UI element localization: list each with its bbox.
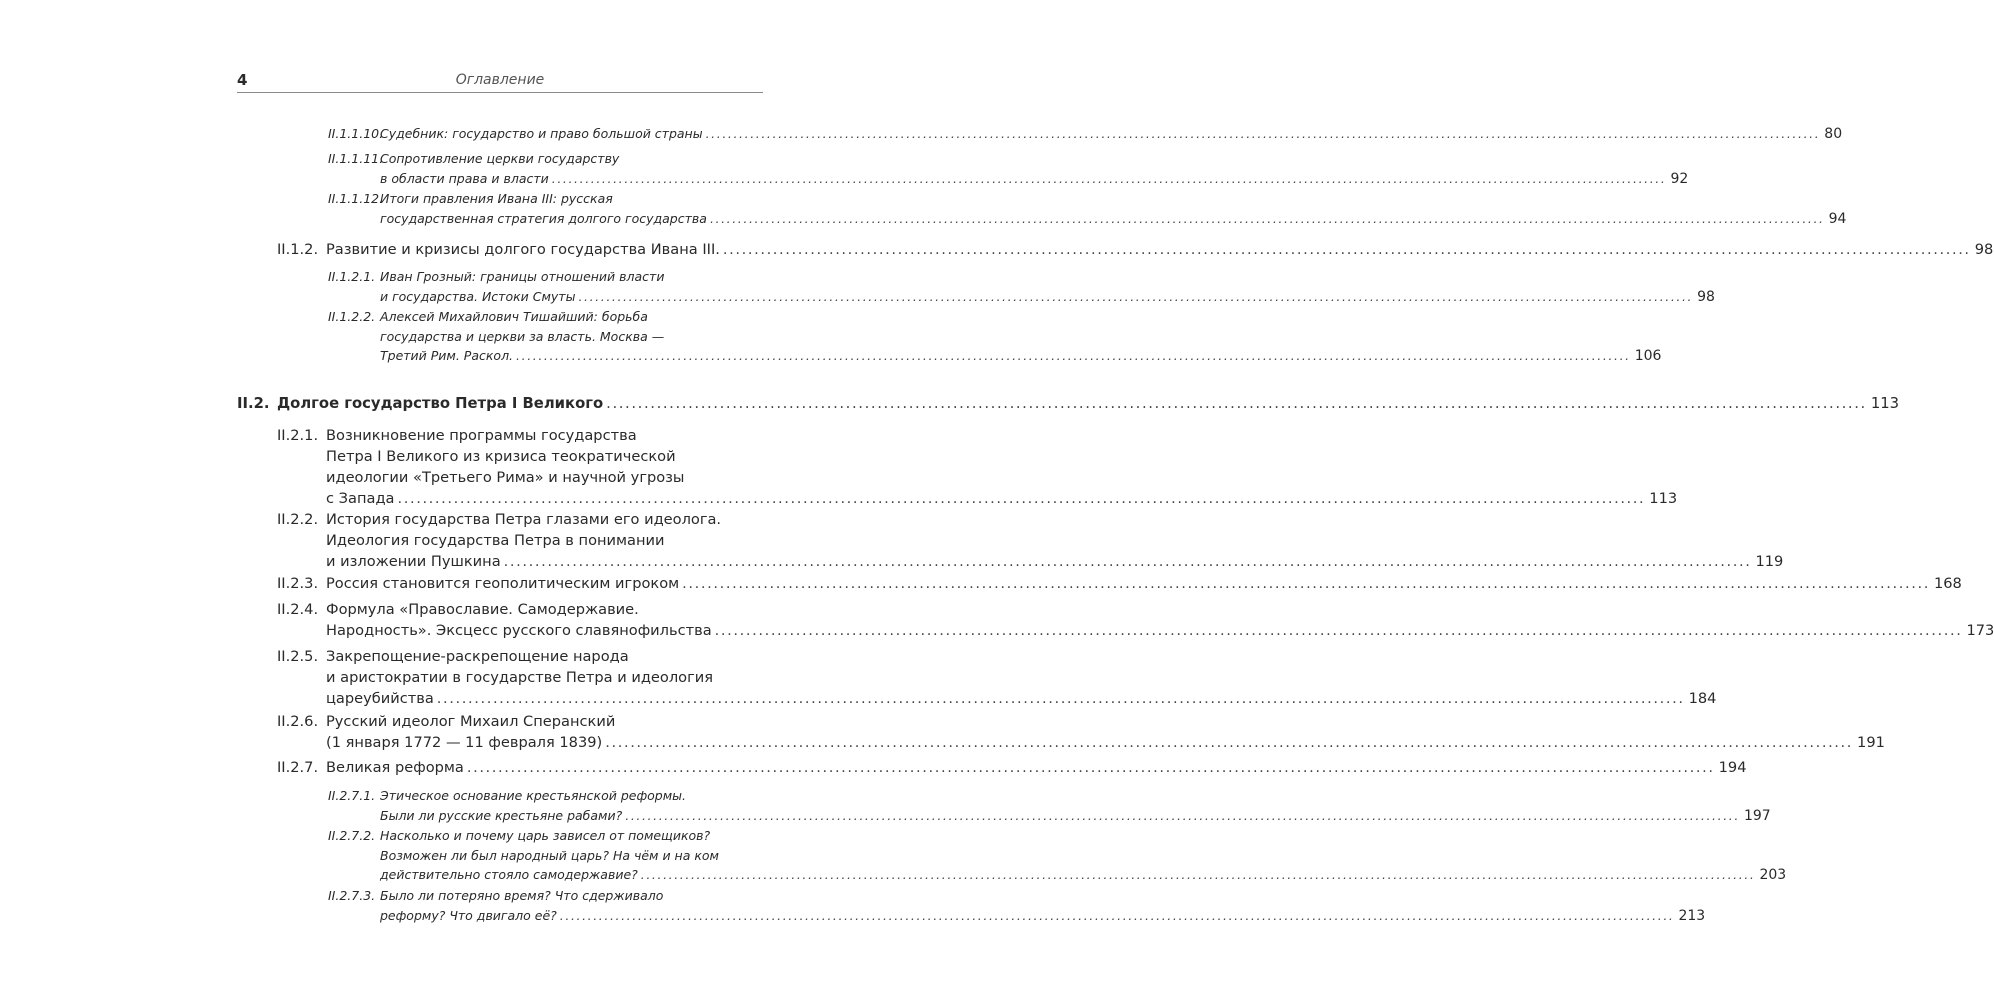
dot-leader: ........................................................................................................................................................................................................	[640, 867, 1756, 882]
dot-leader: ........................................................................................................................................................................................................	[503, 553, 1752, 570]
entry-title: реформу? Что двигало её?	[380, 907, 557, 923]
entry-title: и изложении Пушкина	[326, 553, 501, 570]
entry-title-line: Идеология государства Петра в понимании	[326, 532, 665, 549]
entry-title: и государства. Истоки Смуты	[380, 288, 576, 304]
entry-page: 119	[1755, 553, 1784, 570]
dot-leader: ........................................................................................................................................................................................................	[578, 288, 1694, 304]
entry-number: II.1.1.12.	[328, 191, 384, 206]
entry-page: 94	[1828, 210, 1847, 227]
dot-leader: ........................................................................................................................................................................................................	[605, 734, 1854, 751]
entry-page: 113	[1649, 490, 1678, 507]
entry-title-line: Формула «Православие. Самодержавие.	[326, 601, 639, 618]
dot-leader: ........................................................................................................................................................................................................	[714, 622, 1963, 639]
entry-page: 98	[1974, 241, 1994, 258]
entry-title-line: Итоги правления Ивана III: русская	[380, 191, 613, 206]
entry-title: в области права и власти	[380, 170, 549, 186]
dot-leader: ........................................................................................................................................................................................................	[551, 170, 1667, 186]
entry-title: (1 января 1772 — 11 февраля 1839)	[326, 734, 603, 751]
dot-leader: ........................................................................................................................................................................................................	[466, 759, 1715, 776]
entry-number: II.2.1.	[277, 427, 319, 444]
entry-number: II.1.2.1.	[328, 269, 376, 284]
entry-number: II.1.2.2.	[328, 309, 376, 324]
page-number: 4	[237, 71, 248, 89]
entry-title-line: идеологии «Третьего Рима» и научной угрозы	[326, 469, 685, 486]
running-title: Оглавление	[455, 72, 545, 88]
entry-page: 113	[1870, 395, 1900, 412]
entry-page: 92	[1670, 170, 1689, 187]
entry-number: II.2.2.	[277, 511, 319, 528]
entry-title: Развитие и кризисы долгого государства Ивана III.	[326, 241, 720, 258]
entry-title-line: Возникновение программы государства	[326, 427, 637, 444]
entry-number: II.2.5.	[277, 648, 319, 665]
entry-number: II.1.1.10.	[328, 126, 384, 141]
entry-title-line: Закрепощение-раскрепощение народа	[326, 648, 629, 665]
entry-page: 191	[1857, 734, 1885, 751]
dot-leader: ........................................................................................................................................................................................................	[705, 126, 1821, 141]
entry-page: 184	[1688, 690, 1717, 707]
entry-title-line: Этическое основание крестьянской реформы.	[380, 788, 686, 803]
entry-page: 168	[1933, 575, 1962, 592]
entry-title: Великая реформа	[326, 759, 464, 776]
entry-title-line: История государства Петра глазами его идеолога.	[326, 511, 722, 528]
entry-title: с Запада	[326, 490, 395, 507]
entry-number: II.2.7.3.	[328, 888, 376, 903]
entry-page: 98	[1697, 288, 1715, 305]
dot-leader: ........................................................................................................................................................................................................	[722, 241, 1971, 258]
entry-page: 203	[1759, 867, 1787, 883]
entry-title-line: Насколько и почему царь зависел от помещиков?	[380, 828, 711, 843]
entry-number: II.2.7.2.	[328, 828, 376, 843]
entry-title: Россия становится геополитическим игроком	[326, 575, 680, 592]
entry-number: II.2.7.	[277, 759, 319, 776]
entry-title-line: Возможен ли был народный царь? На чём и на ком	[380, 847, 719, 863]
dot-leader: ........................................................................................................................................................................................................	[682, 575, 1930, 592]
dot-leader: ........................................................................................................................................................................................................	[436, 690, 1685, 707]
entry-page: 80	[1824, 126, 1843, 142]
entry-title: Были ли русские крестьяне рабами?	[380, 807, 623, 823]
entry-title: Судебник: государство и право большой страны	[380, 126, 703, 141]
entry-number: II.2.7.1.	[328, 788, 376, 803]
entry-title-line: Русский идеолог Михаил Сперанский	[326, 713, 616, 730]
entry-page: 213	[1678, 907, 1706, 924]
dot-leader: ........................................................................................................................................................................................................	[625, 807, 1740, 823]
entry-title-line: Алексей Михайлович Тишайший: борьба	[380, 309, 648, 324]
entry-number: II.2.6.	[277, 713, 319, 730]
entry-number: II.1.1.11.	[328, 151, 384, 166]
entry-page: 173	[1966, 622, 1994, 639]
dot-leader: ........................................................................................................................................................................................................	[709, 210, 1825, 226]
entry-title: Третий Рим. Раскол.	[380, 348, 514, 363]
entry-page: 197	[1743, 807, 1771, 824]
entry-title: действительно стояло самодержавие?	[380, 867, 638, 882]
dot-leader: ........................................................................................................................................................................................................	[559, 907, 1675, 923]
entry-title-line: и аристократии в государстве Петра и идеология	[326, 669, 714, 686]
page-header	[237, 70, 763, 93]
entry-number: II.1.2.	[277, 241, 319, 258]
entry-title-line: Иван Грозный: границы отношений власти	[380, 269, 665, 284]
entry-number: II.2.4.	[277, 601, 319, 618]
entry-title-line: государства и церкви за власть. Москва —	[380, 328, 665, 344]
entry-title: цареубийства	[326, 690, 434, 707]
dot-leader: ........................................................................................................................................................................................................	[606, 395, 1867, 412]
entry-title: Народность». Эксцесс русского славянофильства	[326, 622, 712, 639]
entry-title: государственная стратегия долгого государства	[380, 210, 707, 226]
entry-page: 194	[1718, 759, 1747, 776]
entry-title-line: Петра I Великого из кризиса теократической	[326, 448, 676, 465]
entry-title: Долгое государство Петра I Великого	[277, 395, 604, 412]
entry-page: 106	[1634, 348, 1662, 364]
dot-leader: ........................................................................................................................................................................................................	[397, 490, 1646, 507]
entry-number: II.2.	[237, 395, 270, 412]
dot-leader: ........................................................................................................................................................................................................	[516, 348, 1631, 363]
entry-title-line: Сопротивление церкви государству	[380, 151, 620, 166]
entry-title-line: Было ли потеряно время? Что сдерживало	[380, 888, 664, 903]
entry-number: II.2.3.	[277, 575, 319, 592]
